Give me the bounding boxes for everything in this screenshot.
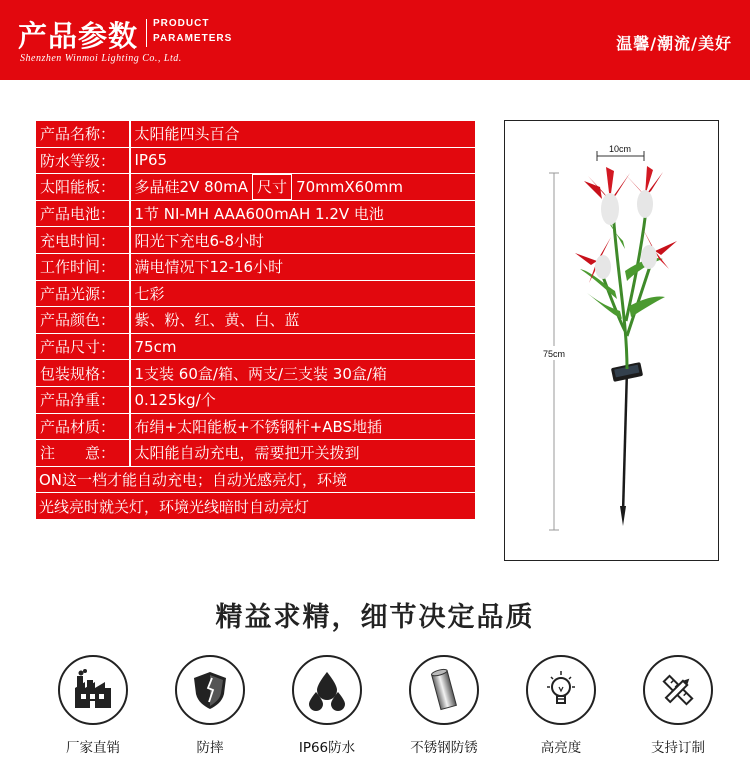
spec-extra-value: 70mmX60mm [296,177,403,196]
customize-tools-icon [643,655,713,725]
spec-label: 产品材质： [40,417,116,436]
spec-label: 注 意： [40,444,116,463]
feature-label: 高亮度 [540,740,582,756]
header-company-script: Shenzhen Winmoi Lighting Co., Ltd. [20,53,182,64]
spec-row [36,387,475,414]
spec-label: 工作时间： [40,258,116,277]
spec-label: 太阳能板： [40,178,116,197]
height-dimension [535,173,573,530]
product-image-frame [504,120,719,561]
feature-customization [620,655,736,756]
spec-value: IP65 [134,151,168,170]
spec-extra-label: 尺寸 [252,174,292,200]
spec-row [36,281,475,308]
spec-value: 1支装 60盒/箱、两支/三支装 30盒/箱 [134,364,387,383]
feature-waterproof [269,655,385,756]
header-banner [0,0,750,80]
feature-factory-direct [35,655,151,756]
factory-icon [58,655,128,725]
water-drops-icon [292,655,362,725]
shield-icon [175,655,245,725]
feature-icons-row [0,655,750,755]
feature-label: 支持订制 [651,740,705,756]
spec-value: 七彩 [134,284,165,303]
section-title: 精益求精，细节决定品质 [215,602,535,633]
spec-label: 产品名称： [40,125,116,144]
spec-row [36,201,475,228]
header-en-line2: PARAMETERS [153,33,233,44]
feature-label: IP66防水 [298,740,356,756]
feature-label: 不锈钢防锈 [410,740,478,756]
spec-label: 产品尺寸： [40,338,116,357]
spec-label: 包装规格： [40,364,116,383]
spec-row [36,360,475,387]
spec-row [36,227,475,254]
feature-high-brightness [503,655,619,756]
product-illustration [505,121,718,560]
spec-value: 太阳能四头百合 [134,125,240,144]
spec-label: 产品颜色： [40,311,116,330]
feature-label: 防摔 [196,740,224,756]
spec-label: 产品电池： [40,205,116,224]
spec-row [36,334,475,361]
height-label: 75cm [542,349,566,359]
header-title: 产品参数 [18,19,139,53]
spec-note-line: 光线亮时就关灯，环境光线暗时自动亮灯 [36,493,475,520]
spec-row [36,440,475,467]
feature-label: 厂家直销 [66,740,120,756]
bulb-icon [526,655,596,725]
spec-value: 紫、粉、红、黄、白、蓝 [134,311,300,330]
spec-value: 0.125kg/个 [134,391,216,410]
spec-value: 多晶硅2V 80mA [134,178,249,197]
spec-label: 充电时间： [40,231,116,250]
spec-value: 布绢+太阳能板+不锈钢杆+ABS地插 [134,417,383,436]
feature-drop-proof [152,655,268,756]
header-divider [146,19,147,47]
spec-value: 阳光下充电6-8小时 [134,231,265,250]
spec-value: 太阳能自动充电，需要把开关拨到 [134,444,360,463]
spec-row [36,121,475,148]
spec-label: 防水等级： [40,151,116,170]
width-label: 10cm [608,144,632,154]
spec-row [36,148,475,175]
spec-table [36,121,475,520]
steel-tube-icon [409,655,479,725]
spec-row [36,174,475,201]
spec-row [36,414,475,441]
spec-value: 满电情况下12-16小时 [134,258,284,277]
header-slogan: 温馨/潮流/美好 [616,34,732,53]
spec-label: 产品净重： [40,391,116,410]
spec-value: 75cm [134,337,177,356]
feature-stainless-steel [386,655,502,756]
spec-row [36,254,475,281]
spec-label: 产品光源： [40,284,116,303]
width-dimension [597,144,644,161]
spec-value: 1节 NI-MH AAA600mAH 1.2V 电池 [134,205,384,224]
spec-note-line: ON这一档才能自动充电；自动光感亮灯，环境 [36,467,475,494]
header-en-line1: PRODUCT [153,18,210,29]
spec-row [36,307,475,334]
lily-flowers [575,166,677,283]
